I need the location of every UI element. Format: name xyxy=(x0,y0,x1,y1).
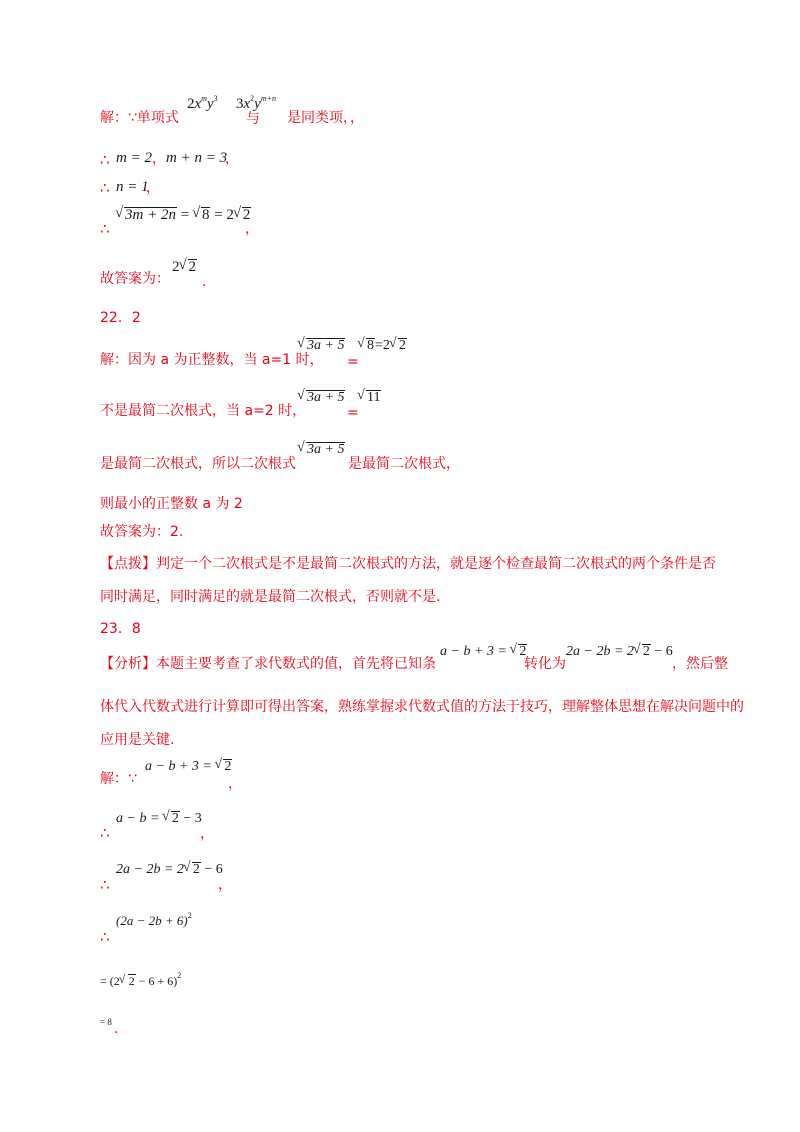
step-2a-minus-2b: 2a − 2b = 2√ 2 − 6 xyxy=(116,862,223,877)
q22-line-4: 则最小的正整数 a 为 2 xyxy=(100,496,243,512)
q22-line-3a: 是最简二次根式，所以二次根式 xyxy=(100,456,296,472)
therefore-symbol: ∴ xyxy=(100,824,110,842)
step-substitution: = (2√ 2 − 6 + 6)$^2$ xyxy=(100,974,181,987)
sqrt-11: √ 11 xyxy=(358,390,381,405)
radical-3a-plus-5: √ 3a + 5 xyxy=(298,442,345,457)
solution-intro: 解：∵ xyxy=(100,771,137,787)
tip-paragraph-line-2: 同时满足，同时满足的就是最简二次根式，否则就不是. xyxy=(100,589,441,605)
period: . xyxy=(202,274,207,290)
equation-m-plus-n: m + n = 3 xyxy=(166,150,228,166)
answer-label: 故答案为： xyxy=(100,271,170,287)
equals-sign: = xyxy=(347,405,359,421)
sqrt8-eq-2sqrt2: √ 8=2√ 2 xyxy=(358,338,407,353)
analysis-paragraph: 【分析】本题主要考查了求代数式的值，首先将已知条 xyxy=(100,656,436,672)
equals-sign: = xyxy=(347,354,359,370)
therefore-symbol: ∴ xyxy=(100,179,110,197)
monomial-2: $3x^2y^{m+n}$ xyxy=(236,94,277,112)
step-squared-expression: $(2a - 2b + 6)^2$ xyxy=(116,911,192,928)
tip-tag: 【点拨】 xyxy=(100,556,156,572)
q22-line-5: 故答案为：2. xyxy=(100,524,184,540)
radical-3a-plus-5: √ 3a + 5 xyxy=(298,390,345,405)
monomial-1: $2x^my^3$ xyxy=(187,94,218,112)
equation-m: m = 2 xyxy=(116,150,152,166)
comma: ， xyxy=(228,776,242,792)
analysis-line-3: 应用是关键. xyxy=(100,732,175,748)
therefore-symbol: ∴ xyxy=(100,928,110,946)
like-terms-text: 是同类项，， xyxy=(287,110,364,126)
radical-3a-plus-5: √ 3a + 5 xyxy=(298,338,345,353)
q22-line-1: 解：因为 a 为正整数，当 a=1 时， xyxy=(100,352,324,368)
answer-value: 2√ 2 xyxy=(172,259,197,275)
comma: ， xyxy=(218,877,232,893)
convert-word: 转化为 xyxy=(524,656,566,672)
comma: ， xyxy=(200,826,214,842)
period: . xyxy=(114,1021,119,1037)
q22-line-3b: 是最简二次根式， xyxy=(348,456,460,472)
step-result: = 8 xyxy=(100,1017,112,1027)
converted-equation: 2a − 2b = 2√ 2 − 6 xyxy=(566,644,673,659)
known-condition: a − b + 3 = √ 2 xyxy=(440,644,527,659)
radical-equation: √ 3m + 2n = √ 8 = 2√ 2 xyxy=(116,207,251,223)
therefore-symbol: ∴ xyxy=(100,151,110,169)
q22-line-2: 不是最简二次根式，当 a=2 时， xyxy=(100,403,307,419)
given-equation: a − b + 3 = √ 2 xyxy=(145,759,232,774)
question-23-header: 23．8 xyxy=(100,621,141,637)
and-word: 与 xyxy=(246,111,260,127)
solution-intro: 解：∵单项式 xyxy=(100,110,179,126)
comma: ， xyxy=(245,221,259,237)
step-a-minus-b: a − b = √ 2 − 3 xyxy=(116,811,202,826)
analysis-tag: 【分析】 xyxy=(100,656,156,672)
question-22-header: 22．2 xyxy=(100,310,141,326)
analysis-then: ，然后整 xyxy=(672,656,728,672)
therefore-symbol: ∴ xyxy=(100,220,110,238)
comma: ， xyxy=(152,151,166,167)
comma: ， xyxy=(146,180,160,196)
analysis-line-2: 体代入代数式进行计算即可得出答案，熟练掌握求代数式值的方法于技巧，理解整体思想在解决问题中的 xyxy=(100,699,744,715)
tip-paragraph: 【点拨】判定一个二次根式是不是最简二次根式的方法，就是逐个检查最简二次根式的两个条件是否 xyxy=(100,556,716,572)
comma: ， xyxy=(225,151,239,167)
equation-n: n = 1 xyxy=(116,179,149,195)
therefore-symbol: ∴ xyxy=(100,876,110,894)
